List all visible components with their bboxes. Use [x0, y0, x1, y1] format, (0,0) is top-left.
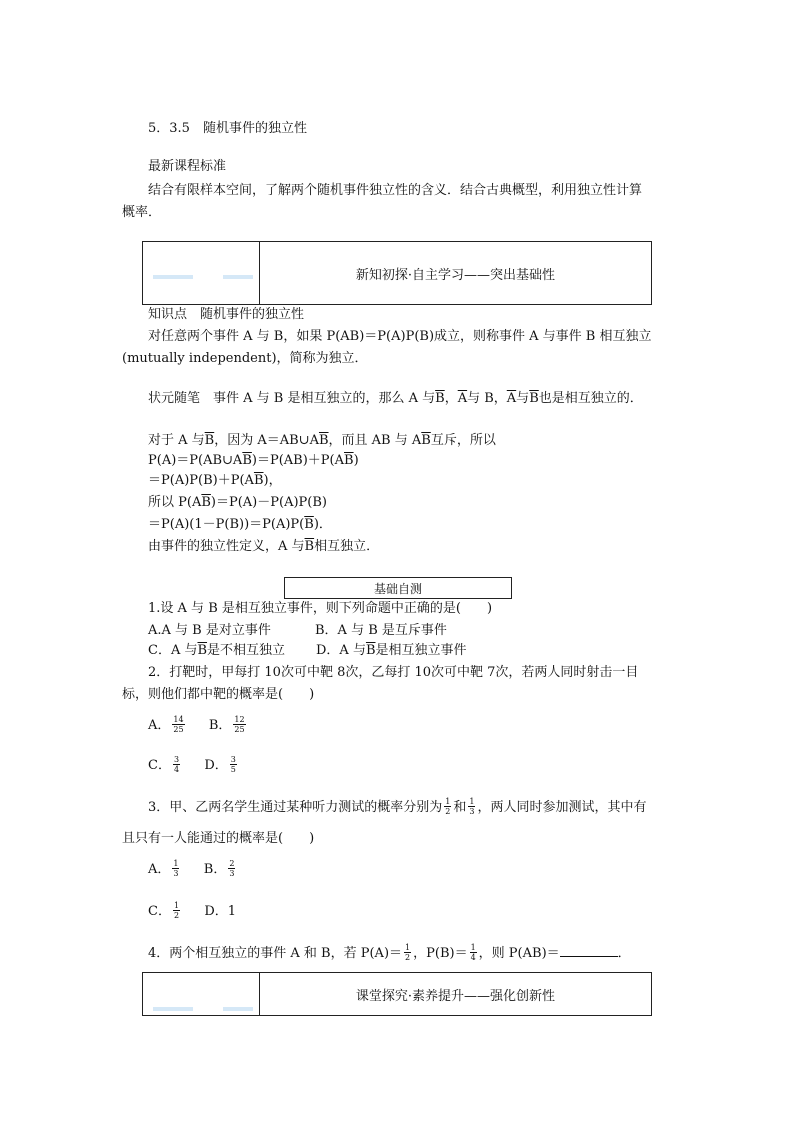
banner-classroom — [142, 972, 652, 1016]
knowledge-line2: (mutually independent)，简称为独立． — [122, 351, 368, 366]
note-text: 也是相互独立的． — [538, 391, 643, 406]
proof-line5: $=P(A)(1-P(B))=P(A)P(\overline{B})$． — [148, 517, 332, 532]
note-text: ， — [444, 391, 458, 406]
q4-line: 4．两个相互独立的事件 A 和 B，若 P(A)＝ $\frac{1}{2}$ ，P(B)＝ $\frac{1}{4}$ ，则 P(AB)＝ ． — [148, 943, 631, 962]
q1-option-a: A.A 与 B 是对立事件 — [148, 623, 271, 638]
section-title: 5．3.5 随机事件的独立性 — [148, 121, 307, 136]
note-a-bar: $\overline{A}$ — [506, 391, 517, 406]
note-text: 状元随笔 事件 A 与 B 是相互独立的，那么 A 与 — [148, 391, 436, 406]
proof-line2: $P(A)=P(AB\cup A\overline{B})=P(AB)+P(A\overline{B})$ — [148, 453, 359, 468]
q2-options-ab: A． $\frac{14}{25}$ B． $\frac{12}{25}$ — [148, 715, 245, 734]
note-line — [148, 390, 643, 408]
standard-line1: 结合有限样本空间，了解两个随机事件独立性的含义．结合古典概型，利用独立性计算 — [148, 183, 643, 198]
proof-line3: $=P(A)P(B)+P(A\overline{B})$， — [148, 473, 282, 488]
answer-blank — [560, 944, 618, 957]
banner-text: 新知初探·自主学习——突出基础性 — [355, 267, 556, 283]
proof-line1: 对于 A 与$\overline{B}$，因为 $A=AB\cup A\overline{B}$，而且 AB 与 $A\overline{B}$互斥，所以 — [148, 433, 496, 448]
q2-line1: 2．打靶时，甲每打 10次可中靶 8次，乙每打 10次可中靶 7次，若两人同时射击一目 — [148, 665, 639, 680]
banner-image — [143, 242, 260, 304]
q3-options-cd: C． $\frac{1}{2}$ D．1 — [148, 901, 237, 920]
banner-image — [143, 973, 260, 1015]
note-text: 与 — [516, 391, 530, 406]
q1-stem: 1.设 A 与 B 是相互独立事件，则下列命题中正确的是( ) — [148, 601, 493, 616]
q3-line2: 且只有一人能通过的概率是( ) — [122, 831, 315, 846]
proof-line6: 由事件的独立性定义，A 与$\overline{B}$相互独立． — [148, 539, 380, 554]
standard-heading: 最新课程标准 — [148, 159, 227, 174]
note-text: 与 B， — [467, 391, 507, 406]
q1-option-b: B．A 与 B 是互斥事件 — [315, 623, 447, 638]
note-b-bar: $\overline{B}$ — [435, 391, 445, 406]
knowledge-line1: 对任意两个事件 A 与 B，如果 P(AB)＝P(A)P(B)成立，则称事件 A 与事件 B 相互独立 — [148, 329, 652, 344]
q1-option-c: C．A 与$\overline{B}$是不相互独立 — [148, 643, 286, 658]
note-a-bar: $\overline{A}$ — [457, 391, 468, 406]
standard-line2: 概率． — [122, 205, 162, 220]
selftest-heading: 基础自测 — [284, 577, 512, 599]
proof-line4: 所以 $P(A\overline{B})=P(A)-P(A)P(B)$ — [148, 495, 327, 510]
banner-new-knowledge — [142, 241, 652, 305]
q1-option-d: D．A 与$\overline{B}$是相互独立事件 — [316, 643, 467, 658]
knowledge-heading: 知识点 随机事件的独立性 — [148, 307, 305, 322]
q3-options-ab: A． $\frac{1}{3}$ B． $\frac{2}{3}$ — [148, 859, 235, 878]
q3-line1: 3．甲、乙两名学生通过某种听力测试的概率分别为 $\frac{1}{2}$ 和 $\frac{1}{3}$ ，两人同时参加测试，其中有 — [148, 797, 647, 816]
note-b-bar: $\overline{B}$ — [529, 391, 539, 406]
q2-options-cd: C． $\frac{3}{4}$ D． $\frac{3}{5}$ — [148, 755, 236, 774]
banner-text: 课堂探究·素养提升——强化创新性 — [355, 988, 556, 1004]
q2-line2: 标，则他们都中靶的概率是( ) — [122, 687, 315, 702]
